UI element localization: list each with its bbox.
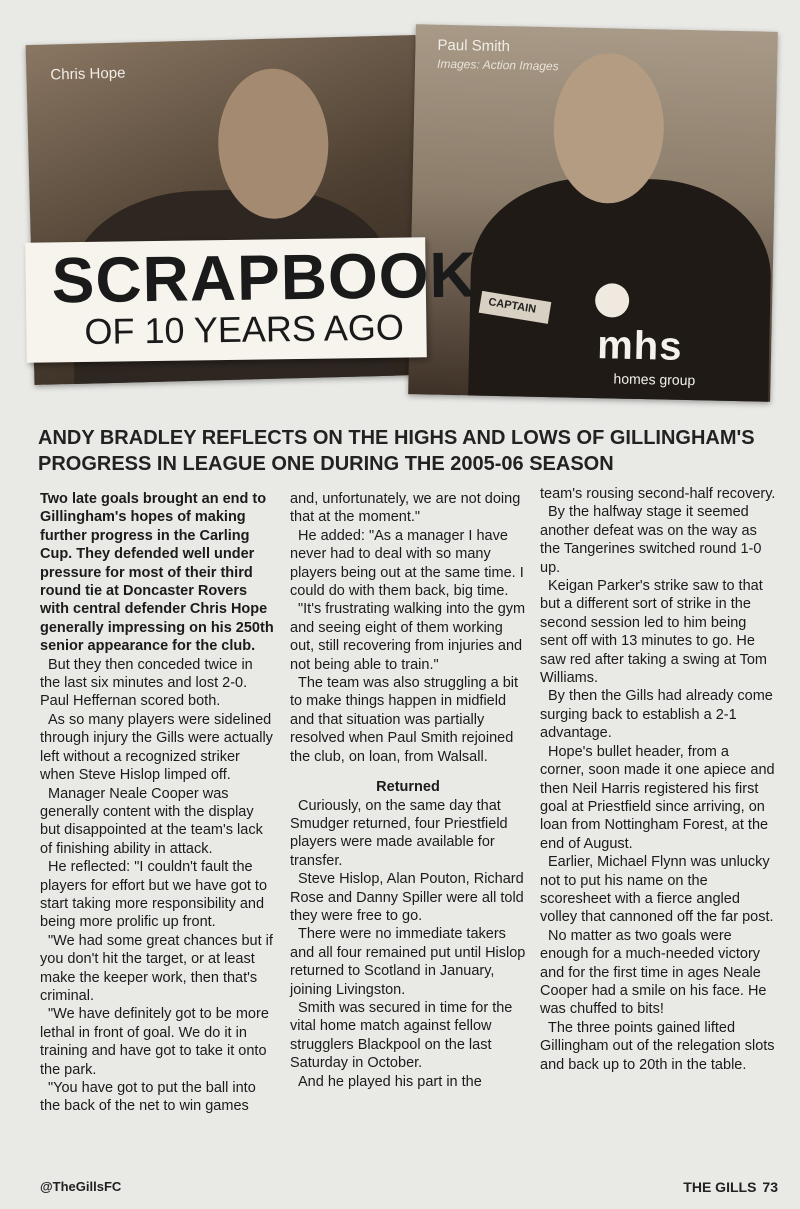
article-paragraph: But they then conceded twice in the last six minutes and lost 2-0. Paul Heffernan scored both. bbox=[40, 656, 253, 710]
article-paragraph: By then the Gills had already come surging back to establish a 2-1 advantage. bbox=[540, 688, 773, 742]
article-paragraph: team's rousing second-half recovery. bbox=[540, 486, 776, 502]
article-paragraph: He reflected: "I couldn't fault the players for effort but we have got to start taking more responsibility and being more prolific up front. bbox=[40, 859, 268, 931]
article-column-1 bbox=[40, 490, 276, 1116]
twitter-handle: @TheGillsFC bbox=[40, 1179, 122, 1194]
article-paragraph: And he played his part in the bbox=[298, 1073, 482, 1090]
article-paragraph: No matter as two goals were enough for a much-needed victory and for the first time in ages Neale Cooper had a smile on his face. He was chuffed to bits! bbox=[540, 927, 767, 1018]
section-subhead: Returned bbox=[376, 779, 440, 796]
article-headline: ANDY BRADLEY REFLECTS ON THE HIGHS AND LOWS OF GILLINGHAM'S PROGRESS IN LEAGUE ONE DURING THE 2005-06 SEASON bbox=[38, 427, 755, 475]
article-paragraph: He added: "As a manager I have never had to deal with so many players being out at the same time. I could do with them back, big time. bbox=[290, 527, 524, 600]
article-paragraph: "We had some great chances but if you don't hit the target, or at least make the keeper work, then that's criminal. bbox=[40, 932, 273, 1004]
article-paragraph: "We have definitely got to be more lethal in front of goal. We do it in training and have got to take it onto the park. bbox=[40, 1006, 269, 1078]
photo-paul-smith bbox=[408, 24, 778, 402]
article-paragraph: Smith was secured in time for the vital home match against fellow strugglers Blackpool on the last Saturday in October. bbox=[290, 999, 513, 1072]
article-paragraph: The team was also struggling a bit to make things happen in midfield and that situation was partially resolved when Paul Smith rejoined the club, on loan, from Walsall. bbox=[290, 675, 519, 765]
article-paragraph: Steve Hislop, Alan Pouton, Richard Rose and Danny Spiller were all told they were free to go. bbox=[290, 871, 524, 924]
banner-title: SCRAPBOOK bbox=[51, 238, 478, 317]
article-lead: Two late goals brought an end to Gillingham's hopes of making further progress in the Carling Cup. They defended well under pressure for most of their third round tie at Doncaster Rovers with central defender Chris Hope generally impressing on his 250th senior appearance for the club. bbox=[40, 491, 274, 655]
photo-credit: Images: Action Images bbox=[436, 56, 559, 74]
article-paragraph: "It's frustrating walking into the gym and seeing eight of them working out, still recovering from injuries and not being able to train." bbox=[290, 601, 526, 673]
banner-subtitle: OF 10 YEARS AGO bbox=[84, 306, 405, 352]
page-number: 73 bbox=[762, 1179, 778, 1195]
article-paragraph: Keigan Parker's strike saw to that but a different sort of strike in the second session led to him being sent off with 13 minutes to go. He saw red after taking a swing at Tom Williams. bbox=[540, 578, 768, 687]
photo-caption-right: Paul Smith bbox=[437, 36, 511, 56]
page-footer bbox=[677, 1179, 778, 1195]
magazine-name: THE GILLS bbox=[683, 1179, 757, 1195]
article-paragraph: Manager Neale Cooper was generally content with the display but disappointed at the team's lack of finishing ability in attack. bbox=[40, 785, 263, 857]
article-paragraph: Curiously, on the same day that Smudger returned, four Priestfield players were made available for transfer. bbox=[290, 797, 508, 869]
sponsor-name: mhs bbox=[596, 323, 683, 369]
armband-text: CAPTAIN bbox=[487, 296, 537, 316]
photo-caption-left: Chris Hope bbox=[50, 64, 126, 84]
article-column-3 bbox=[540, 485, 776, 1074]
article-paragraph: Hope's bullet header, from a corner, soon made it one apiece and then Neil Harris registered his first goal at Priestfield since arriving, on loan from Nottingham Forest, at the end of August. bbox=[540, 743, 775, 852]
article-paragraph: and, unfortunately, we are not doing that at the moment." bbox=[290, 491, 521, 526]
article-paragraph: As so many players were sidelined through injury the Gills were actually left without a recognized striker when Steve Hislop limped off. bbox=[40, 711, 273, 784]
article-paragraph: By the halfway stage it seemed another defeat was on the way as the Tangerines switched round 1-0 up. bbox=[540, 504, 762, 576]
sponsor-subtext: homes group bbox=[613, 370, 696, 389]
article-paragraph: The three points gained lifted Gillingham out of the relegation slots and back up to 20th in the table. bbox=[540, 1019, 775, 1073]
article-paragraph: There were no immediate takers and all four remained put until Hislop returned to Scotland in January, joining Livingston. bbox=[290, 926, 526, 998]
article-paragraph: "You have got to put the ball into the back of the net to win games bbox=[40, 1080, 256, 1115]
scrapbook-banner bbox=[25, 237, 478, 363]
article-paragraph: Earlier, Michael Flynn was unlucky not to put his name on the scoresheet with a fierce angled volley that cannoned off the far post. bbox=[540, 854, 774, 926]
article-column-2 bbox=[290, 490, 526, 1091]
